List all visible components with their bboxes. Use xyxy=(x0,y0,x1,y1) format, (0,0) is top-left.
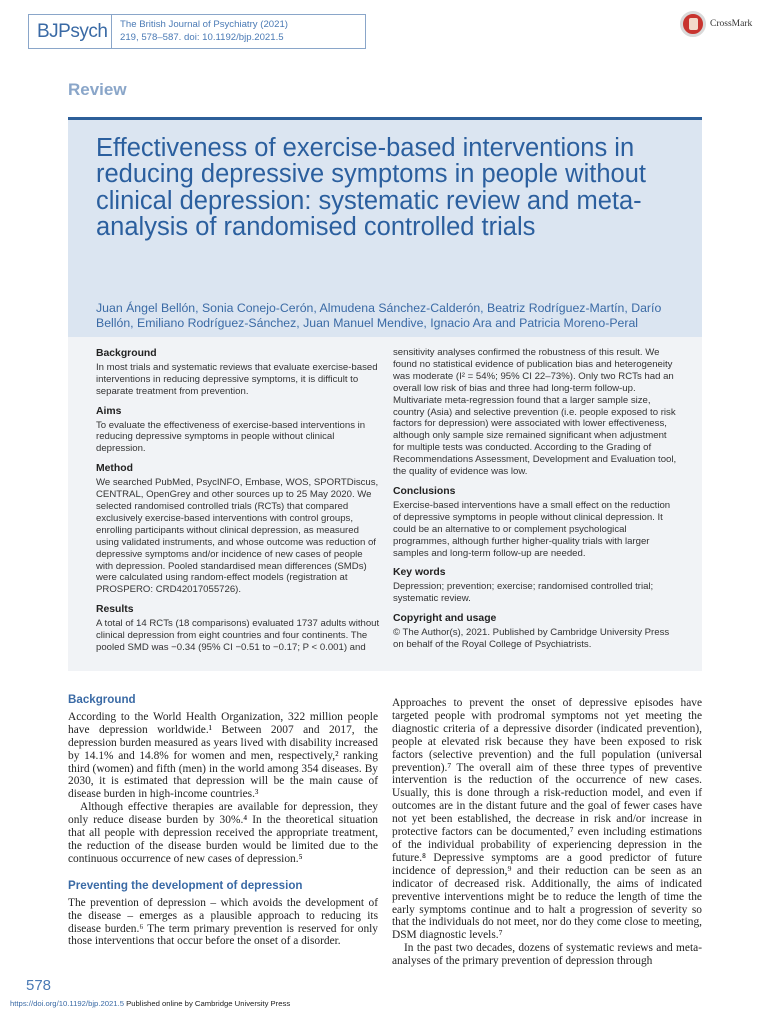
abstract-copyright-text: © The Author(s), 2021. Published by Cambridge University Press on behalf of the Royal College of Psychiatrists. xyxy=(393,627,670,650)
page-number: 578 xyxy=(26,977,52,994)
abstract-results-continued: sensitivity analyses confirmed the robustness of this result. We found no statistical evidence of publication bias and heterogeneity was moderate (I² = 54%; 95% CI 22–73%). Only two RCTs had an overall low risk of bias and three had long-term follow-up. Multivariate meta-regression found that a larger sample size, country (Asia) and selective prevention (i.e. people exposed to risk factors for depression) were associated with lower effectiveness, although only sample size remained significant when adjustment for multiple tests was conducted. According to the Grading of Recommendations Assessment, Development and Evaluation tool, the quality of evidence was low. xyxy=(393,347,677,478)
abstract-conclusions-heading: Conclusions xyxy=(393,485,456,497)
abstract-aims-text: To evaluate the effectiveness of exercise-based interventions in reducing depressive symptoms in people without clinical depression. xyxy=(96,419,366,455)
body-prevention-heading: Preventing the development of depression xyxy=(68,878,303,892)
journal-header xyxy=(28,14,366,49)
journal-info xyxy=(112,19,288,44)
abstract-background-heading: Background xyxy=(96,348,157,359)
abstract-panel xyxy=(68,337,702,671)
journal-citation: 219, 578–587. doi: 10.1192/bjp.2021.5 xyxy=(120,31,284,43)
body-paragraph: In the past two decades, dozens of systematic reviews and meta-analyses of the primary prevention of depression through xyxy=(392,942,702,968)
abstract-results-text: A total of 14 RCTs (18 comparisons) evaluated 1737 adults without clinical depression from eight countries and four continents. The pooled SMD was −0.34 (95% CI −0.51 to −0.17; P < 0.001) and xyxy=(96,618,380,653)
doi-link[interactable]: https://doi.org/10.1192/bjp.2021.5 xyxy=(10,999,124,1008)
crossmark-button[interactable] xyxy=(680,11,752,37)
crossmark-icon xyxy=(680,11,706,37)
article-title: Effectiveness of exercise-based interventions in reducing depressive symptoms in people without clinical depression: systematic review and meta-analysis of randomised controlled trials xyxy=(96,134,646,242)
abstract-method-heading: Method xyxy=(96,463,133,475)
abstract-right-column xyxy=(393,347,679,659)
abstract-method-text: We searched PubMed, PsycINFO, Embase, WOS, SPORTDiscus, CENTRAL, OpenGrey and other sources up to 25 May 2020. We selected randomised controlled trials (RCTs) that compared exclusively exercise-based interventions with control groups, enrolling participants without clinical depression, as measured using validated instruments, and whose outcome was reduction of depressive symptoms and/or incidence of new cases of people with depression. Pooled standardised mean differences (SMDs) were calculated using random-effect models (registration at PROSPERO: CRD42017055726). xyxy=(96,477,379,596)
page-footer xyxy=(10,999,290,1008)
abstract-keywords-heading: Key words xyxy=(393,567,446,579)
body-paragraph: Approaches to prevent the onset of depressive episodes have targeted people with prodromal symptoms not yet meeting the diagnostic criteria of a depressive disorder (indicated prevention), people at elevated risk because they have been exposed to risk factors (selective prevention) and the full population (universal prevention).⁷ The overall aim of these three types of preventive intervention is the reduction of the occurrence of new cases. Usually, this is done through a risk-reduction model, and even if outcomes are in the distant future and the goal of fewer cases have not yet been established, the decrease in risk and/or increase in protective factors can be documented,⁷ even including estimations of the individual probability of experiencing depression in the future.⁸ Depressive symptoms are a good predictor of future incidence of depression,⁹ and their reduction can be seen as an indicator of decreased risk. Additionally, the aims of indicated preventive interventions might be to reduce the length of time the early symptoms continue and to halt a progression of severity so that the individuals do not meet, nor do they come close to meeting, DSM diagnostic levels.⁷ xyxy=(392,697,702,942)
abstract-left-column xyxy=(96,348,381,662)
abstract-results-heading: Results xyxy=(96,604,134,616)
abstract-conclusions-text: Exercise-based interventions have a small effect on the reduction of depressive symptoms in people without clinical depression. It could be an alternative to or complement psychological programmes, although further higher-quality trials with larger samples and long-term follow-up are needed. xyxy=(393,499,671,559)
title-panel xyxy=(68,117,702,337)
journal-logo: BJPsych xyxy=(37,20,108,42)
journal-name: The British Journal of Psychiatry xyxy=(120,19,258,30)
section-label: Review xyxy=(68,80,127,99)
body-left-column xyxy=(68,694,378,948)
journal-year: (2021) xyxy=(260,19,288,30)
published-text: Published online by Cambridge University Press xyxy=(123,999,291,1008)
crossmark-label: CrossMark xyxy=(710,19,753,29)
abstract-aims-heading: Aims xyxy=(96,405,122,417)
abstract-copyright-heading: Copyright and usage xyxy=(393,613,497,625)
abstract-keywords-text: Depression; prevention; exercise; randomised controlled trial; systematic review. xyxy=(393,581,654,605)
article-authors: Juan Ángel Bellón, Sonia Conejo-Cerón, Almudena Sánchez-Calderón, Beatriz Rodríguez-Martín, Darío Bellón, Emiliano Rodríguez-Sánchez, Juan Manuel Mendive, Ignacio Ara and Patricia Moreno-Peral xyxy=(96,301,662,330)
abstract-background-text: In most trials and systematic reviews that evaluate exercise-based interventions in reducing depressive symptoms, it is difficult to separate treatment from prevention. xyxy=(96,361,378,397)
body-right-column xyxy=(392,697,702,968)
body-paragraph: The prevention of depression – which avoids the development of the disease – emerges as a plausible approach to reducing its disease burden.⁶ The term primary prevention is reserved for only those interventions that occur before the onset of a disorder. xyxy=(68,896,378,948)
body-paragraph: Although effective therapies are available for depression, they only reduce disease burden by 30%.⁴ In the theoretical situation that all people with depression received the appropriate treatment, the reduction of the disease burden would be limited due to the continuous occurrence of new cases of depression.⁵ xyxy=(68,801,378,865)
body-background-heading: Background xyxy=(68,693,136,706)
body-paragraph: According to the World Health Organization, 322 million people have depression worldwide.¹ Between 2007 and 2017, the depression burden measured as years lived with disability increased by 14.1% and 14.8% for women and men, respectively,² ranking third (women) and fifth (men) in the world among 354 diseases. By 2030, it is estimated that depression will be the main cause of disease burden in high-income countries.³ xyxy=(68,710,378,801)
